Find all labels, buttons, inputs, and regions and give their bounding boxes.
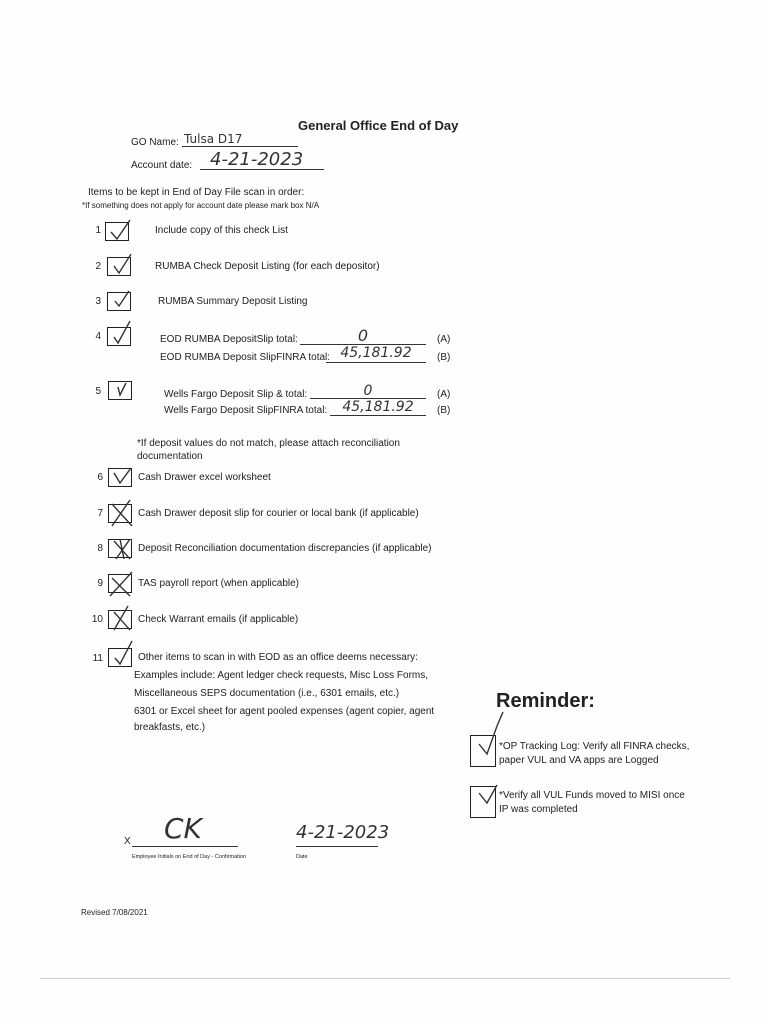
item-4-line-2-value: 45,181.92 xyxy=(340,345,412,361)
item-number: 11 xyxy=(92,653,103,664)
initials-value: CK xyxy=(164,812,202,845)
item-2-checkbox[interactable] xyxy=(107,257,131,276)
item-5-line-1-label: Wells Fargo Deposit Slip & total: xyxy=(164,389,308,400)
page-title: General Office End of Day xyxy=(298,118,459,133)
date-caption: Date xyxy=(296,854,308,860)
reminder-title: Reminder: xyxy=(496,690,595,712)
account-date-label: Account date: xyxy=(131,160,193,171)
item-5-line-2-label: Wells Fargo Deposit SlipFINRA total: xyxy=(164,405,328,416)
x-mark-icon xyxy=(106,535,136,563)
go-name-value: Tulsa D17 xyxy=(184,132,243,146)
check-mark-icon xyxy=(103,218,133,244)
reminder-1-line-1: *OP Tracking Log: Verify all FINRA checks, xyxy=(499,741,690,752)
item-number: 5 xyxy=(95,386,101,397)
item-5-line-1-field xyxy=(310,382,426,399)
mismatch-note-line-1: *If deposit values do not match, please attach reconciliation xyxy=(137,438,400,449)
reminder-1-checkbox[interactable] xyxy=(470,735,496,767)
initials-field[interactable] xyxy=(132,812,238,847)
account-date-value: 4-21-2023 xyxy=(210,149,304,170)
item-4-line-2-field xyxy=(326,344,426,363)
item-4-line-1-value: 0 xyxy=(357,326,369,345)
item-4-line-2-code: (B) xyxy=(437,352,451,363)
item-label: Check Warrant emails (if applicable) xyxy=(138,614,299,625)
item-11-checkbox[interactable] xyxy=(108,648,132,667)
mismatch-note-line-2: documentation xyxy=(137,451,203,462)
item-number: 2 xyxy=(95,261,101,272)
check-mark-icon xyxy=(106,464,136,490)
item-5-line-2-code: (B) xyxy=(437,405,451,416)
revision-footer: Revised 7/08/2021 xyxy=(81,908,148,917)
check-mark-icon xyxy=(105,253,135,279)
instructions-line-1: Items to be kept in End of Day File scan in order: xyxy=(88,187,305,198)
item-4-line-1-field xyxy=(300,326,426,345)
item-11-example-line: breakfasts, etc.) xyxy=(134,722,206,733)
page-edge xyxy=(40,978,730,979)
item-label: RUMBA Summary Deposit Listing xyxy=(158,296,308,307)
item-5-checkbox[interactable] xyxy=(108,381,132,400)
check-mark-icon xyxy=(106,644,136,672)
item-8-checkbox[interactable] xyxy=(108,539,132,558)
item-label: Cash Drawer excel worksheet xyxy=(138,472,271,483)
item-number: 4 xyxy=(95,331,101,342)
go-name-field xyxy=(182,130,298,147)
signature-x-mark: X xyxy=(124,836,131,847)
item-5-line-1-value: 0 xyxy=(363,383,373,399)
item-number: 3 xyxy=(95,296,101,307)
item-1-checkbox[interactable] xyxy=(105,222,129,241)
item-number: 8 xyxy=(97,543,103,554)
item-5-line-2-value: 45,181.92 xyxy=(342,399,414,415)
item-4-checkbox[interactable] xyxy=(107,327,131,346)
x-mark-icon xyxy=(106,500,136,528)
item-number: 6 xyxy=(97,472,103,483)
item-7-checkbox[interactable] xyxy=(108,504,132,523)
go-name-label: GO Name: xyxy=(131,137,179,148)
item-10-checkbox[interactable] xyxy=(108,610,132,629)
item-11-example-line: Examples include: Agent ledger check requests, Misc Loss Forms, xyxy=(134,670,429,681)
item-9-checkbox[interactable] xyxy=(108,574,132,593)
reminder-2-line-2: IP was completed xyxy=(499,804,578,815)
item-4-line-1-code: (A) xyxy=(437,334,451,345)
item-label: Other items to scan in with EOD as an office deems necessary: xyxy=(138,652,418,663)
item-4-line-2-label: EOD RUMBA Deposit SlipFINRA total: xyxy=(160,352,331,363)
item-4-line-1-label: EOD RUMBA DepositSlip total: xyxy=(160,334,298,345)
item-label: Cash Drawer deposit slip for courier or local bank (if applicable) xyxy=(138,508,419,519)
item-label: TAS payroll report (when applicable) xyxy=(138,578,300,589)
check-mark-icon xyxy=(105,323,135,349)
item-6-checkbox[interactable] xyxy=(108,468,132,487)
item-number: 7 xyxy=(97,508,103,519)
check-mark-icon xyxy=(105,288,135,314)
reminder-2-checkbox[interactable] xyxy=(470,786,496,818)
item-11-example-line: Miscellaneous SEPS documentation (i.e., 6301 emails, etc.) xyxy=(134,688,400,699)
reminder-1-line-2: paper VUL and VA apps are Logged xyxy=(499,755,659,766)
item-3-checkbox[interactable] xyxy=(107,292,131,311)
item-number: 10 xyxy=(91,614,103,625)
x-mark-icon xyxy=(106,570,136,598)
account-date-field xyxy=(200,149,324,170)
initials-caption: Employee Initials on End of Day - Confirmation xyxy=(132,854,247,860)
item-label: RUMBA Check Deposit Listing (for each depositor) xyxy=(155,261,380,272)
item-label: Deposit Reconciliation documentation discrepancies (if applicable) xyxy=(138,543,432,554)
item-number: 1 xyxy=(95,225,101,236)
date-value: 4-21-2023 xyxy=(296,822,390,843)
item-5-line-1-code: (A) xyxy=(437,389,451,400)
item-number: 9 xyxy=(97,578,103,589)
instructions-line-2: *If something does not apply for account date please mark box N/A xyxy=(82,201,320,210)
reminder-2-line-1: *Verify all VUL Funds moved to MISI once xyxy=(499,790,685,801)
item-11-example-line: 6301 or Excel sheet for agent pooled expenses (agent copier, agent xyxy=(134,706,435,717)
check-mark-icon xyxy=(106,377,136,403)
x-mark-icon xyxy=(106,606,136,634)
item-label: Include copy of this check List xyxy=(155,225,288,236)
item-5-line-2-field xyxy=(330,398,426,416)
date-field[interactable] xyxy=(296,822,390,847)
